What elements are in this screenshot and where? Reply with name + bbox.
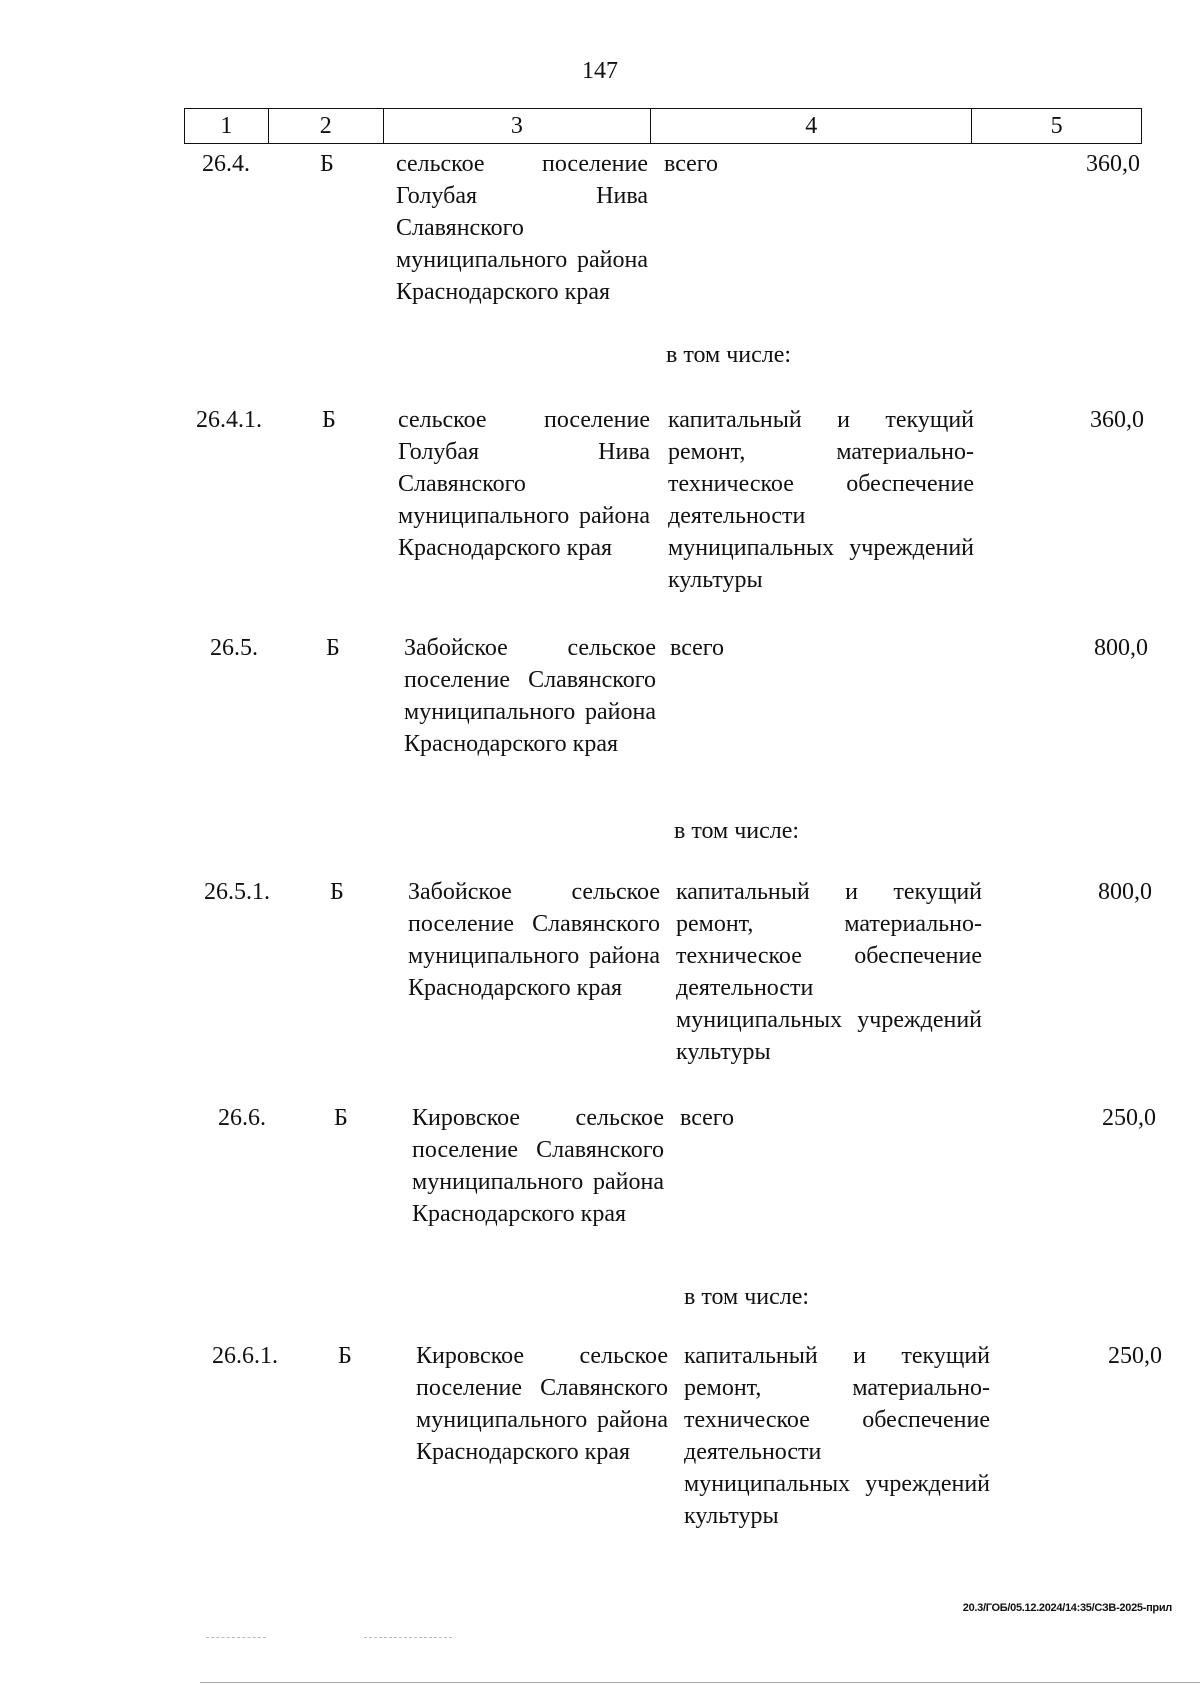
document-code: 20.3/ГОБ/05.12.2024/14:35/СЗВ-2025-прил [962, 1602, 1172, 1614]
row-category: Б [320, 151, 334, 177]
table-header [184, 108, 1142, 144]
header-col-4: 4 [651, 109, 972, 143]
row-category: Б [338, 1343, 352, 1369]
header-col-3: 3 [384, 109, 651, 143]
row-entity: Кировское сельское поселение Славянского муниципального района Краснодарского края [412, 1105, 664, 1227]
row-entity: Забойское сельское поселение Славянского муниципального района Краснодарского края [408, 879, 660, 1001]
including-label: в том числе: [674, 818, 800, 844]
row-number: 26.6. [218, 1105, 266, 1131]
row-purpose: капитальный и текущий ремонт, материально-техническое обеспечение деятельности муниципальных учреждений культуры [676, 879, 982, 1065]
page-edge-divider [200, 1682, 1200, 1683]
row-category: Б [322, 407, 336, 433]
including-label: в том числе: [666, 342, 792, 368]
row-number: 26.5.1. [204, 879, 270, 905]
scan-artifact-divider [206, 1637, 266, 1638]
header-col-5: 5 [1050, 113, 1063, 139]
row-amount: 360,0 [1086, 151, 1140, 177]
page-number: 147 [582, 58, 618, 84]
row-amount: 360,0 [1090, 407, 1144, 433]
row-number: 26.5. [210, 635, 258, 661]
row-amount: 250,0 [1102, 1105, 1156, 1131]
header-col-1: 1 [185, 109, 269, 143]
row-number: 26.4.1. [196, 407, 262, 433]
row-category: Б [326, 635, 340, 661]
row-entity: сельское поселение Голубая Нива Славянского муниципального района Краснодарского края [396, 151, 648, 305]
header-col-2: 2 [269, 109, 384, 143]
row-entity: Кировское сельское поселение Славянского муниципального района Краснодарского края [416, 1343, 668, 1465]
row-amount: 800,0 [1094, 635, 1148, 661]
row-category: Б [334, 1105, 348, 1131]
row-category: Б [330, 879, 344, 905]
row-purpose: всего [680, 1105, 735, 1131]
including-label: в том числе: [684, 1284, 810, 1310]
row-entity: сельское поселение Голубая Нива Славянского муниципального района Краснодарского края [398, 407, 650, 561]
row-amount: 250,0 [1108, 1343, 1162, 1369]
row-purpose: всего [670, 635, 725, 661]
scan-artifact-divider [364, 1637, 452, 1638]
row-entity: Забойское сельское поселение Славянского муниципального района Краснодарского края [404, 635, 656, 757]
row-amount: 800,0 [1098, 879, 1152, 905]
row-purpose: всего [664, 151, 719, 177]
row-purpose: капитальный и текущий ремонт, материально-техническое обеспечение деятельности муниципальных учреждений культуры [668, 407, 974, 593]
row-number: 26.6.1. [212, 1343, 278, 1369]
row-purpose: капитальный и текущий ремонт, материально-техническое обеспечение деятельности муниципальных учреждений культуры [684, 1343, 990, 1529]
row-number: 26.4. [202, 151, 250, 177]
